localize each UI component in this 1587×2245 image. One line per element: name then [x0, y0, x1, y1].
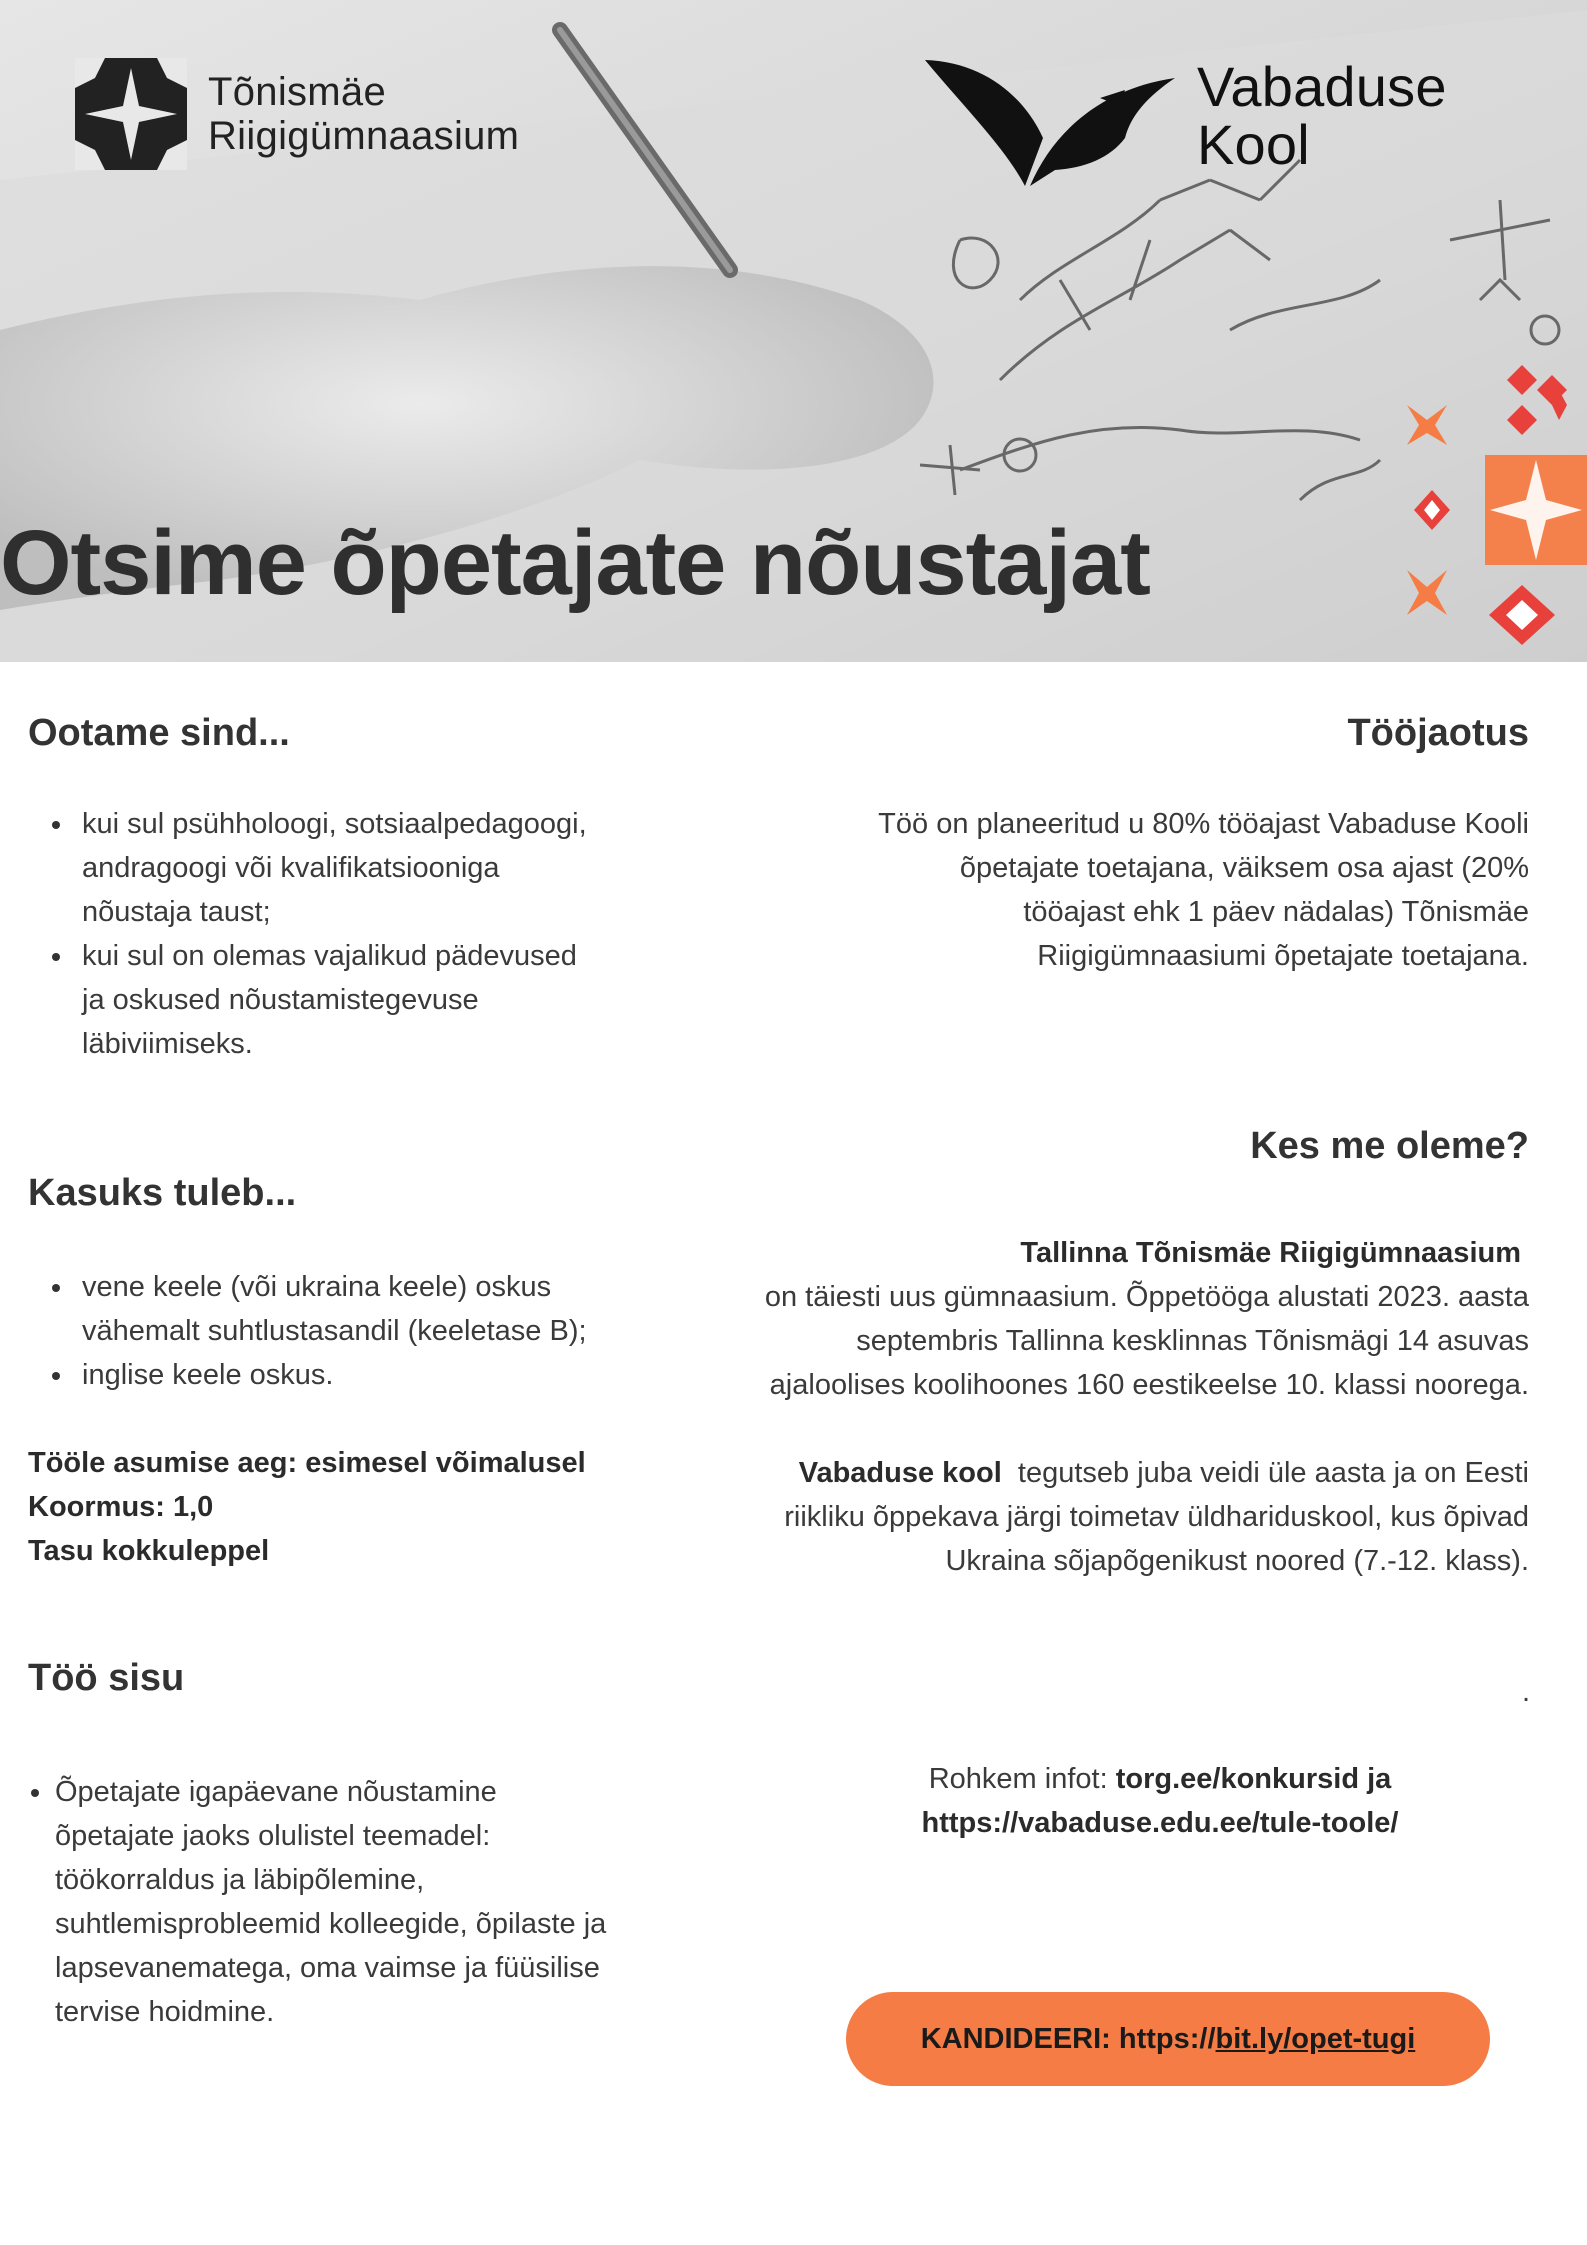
- star-cross-icon: [75, 58, 187, 170]
- list-item: vene keele (või ukraina keele) oskus vähemalt suhtlustasandil (keeletase B);: [28, 1265, 587, 1353]
- school2-name: Vabaduse kool: [798, 1457, 1002, 1489]
- orange-pattern-icon: [1395, 365, 1587, 662]
- kasuks-heading: Kasuks tuleb...: [28, 1172, 297, 1214]
- toosisu-list: [28, 1770, 606, 2034]
- stray-dot: .: [1522, 1676, 1531, 1708]
- toojaotus-text: Töö on planeeritud u 80% tööajast Vabaduse Kooli õpetajate toetajana, väiksem osa ajast (20% tööajast ehk 1 päev nädalas) Tõnismäe Riigigümnaasiumi õpetajate toetajana.: [878, 808, 1529, 972]
- info-link-vabaduse[interactable]: https://vabaduse.edu.ee/tule-toole/: [921, 1807, 1399, 1839]
- school1-name: Tallinna Tõnismäe Riigigümnaasium: [1020, 1237, 1521, 1269]
- toosisu-heading: Töö sisu: [28, 1657, 185, 1699]
- job-terms: [28, 1441, 586, 1573]
- ootame-list: [28, 802, 587, 1066]
- apply-button[interactable]: KANDIDEERI: https://bit.ly/opet-tugi: [846, 1992, 1490, 2086]
- workload: Koormus: 1,0: [28, 1491, 214, 1523]
- kes-text: Tallinna Tõnismäe Riigigümnaasium on täiesti uus gümnaasium. Õppetööga alustati 2023. aasta septembris Tallinna kesklinnas Tõnismägi 14 asuvas ajaloolises koolihoones 160 eestikeelse 10. klassi noorega. Vabaduse kool tegutseb juba veidi üle aasta ja on Eesti riikliku õppekava järgi toimetav üldhariduskool, kus õpivad Ukraina sõjapõgenikust noored (7.-12. klass).: [764, 1237, 1529, 1577]
- hero-banner: [0, 0, 1587, 662]
- kasuks-list: [28, 1265, 587, 1397]
- tonismae-logo: [75, 58, 595, 173]
- list-item: inglise keele oskus.: [28, 1353, 587, 1397]
- list-item: Õpetajate igapäevane nõustamine õpetajate jaoks olulistel teemadel: töökorraldus ja läbipõlemine, suhtlemisprobleemid kolleegide, õpilaste ja lapsevanematega, oma vaimse ja füüsilise tervise hoidmine.: [28, 1770, 606, 2034]
- vabaduse-kool-logo-text: Vabaduse Kool: [1197, 55, 1447, 176]
- page-title: Otsime õpetajate nõustajat: [0, 512, 1150, 614]
- start-date: Tööle asumise aeg: esimesel võimalusel: [28, 1447, 586, 1479]
- salary: Tasu kokkuleppel: [28, 1535, 270, 1567]
- bird-wings-icon: [925, 58, 1175, 188]
- kes-heading: Kes me oleme?: [1250, 1125, 1529, 1167]
- ootame-heading: Ootame sind...: [28, 712, 290, 754]
- vabaduse-kool-logo: [925, 55, 1485, 188]
- info-link-torg[interactable]: torg.ee/konkursid ja: [1115, 1763, 1392, 1795]
- list-item: kui sul on olemas vajalikud pädevused ja oskused nõustamistegevuse läbiviimiseks.: [28, 934, 587, 1066]
- more-info: Rohkem infot: torg.ee/konkursid ja https://vabaduse.edu.ee/tule-toole/: [921, 1763, 1399, 1839]
- toojaotus-heading: Tööjaotus: [1347, 712, 1529, 754]
- list-item: kui sul psühholoogi, sotsiaalpedagoogi, andragoogi või kvalifikatsiooniga nõustaja taust;: [28, 802, 587, 934]
- tonismae-logo-text: Tõnismäe Riigigümnaasium: [208, 70, 520, 158]
- apply-link[interactable]: bit.ly/opet-tugi: [1215, 2023, 1416, 2055]
